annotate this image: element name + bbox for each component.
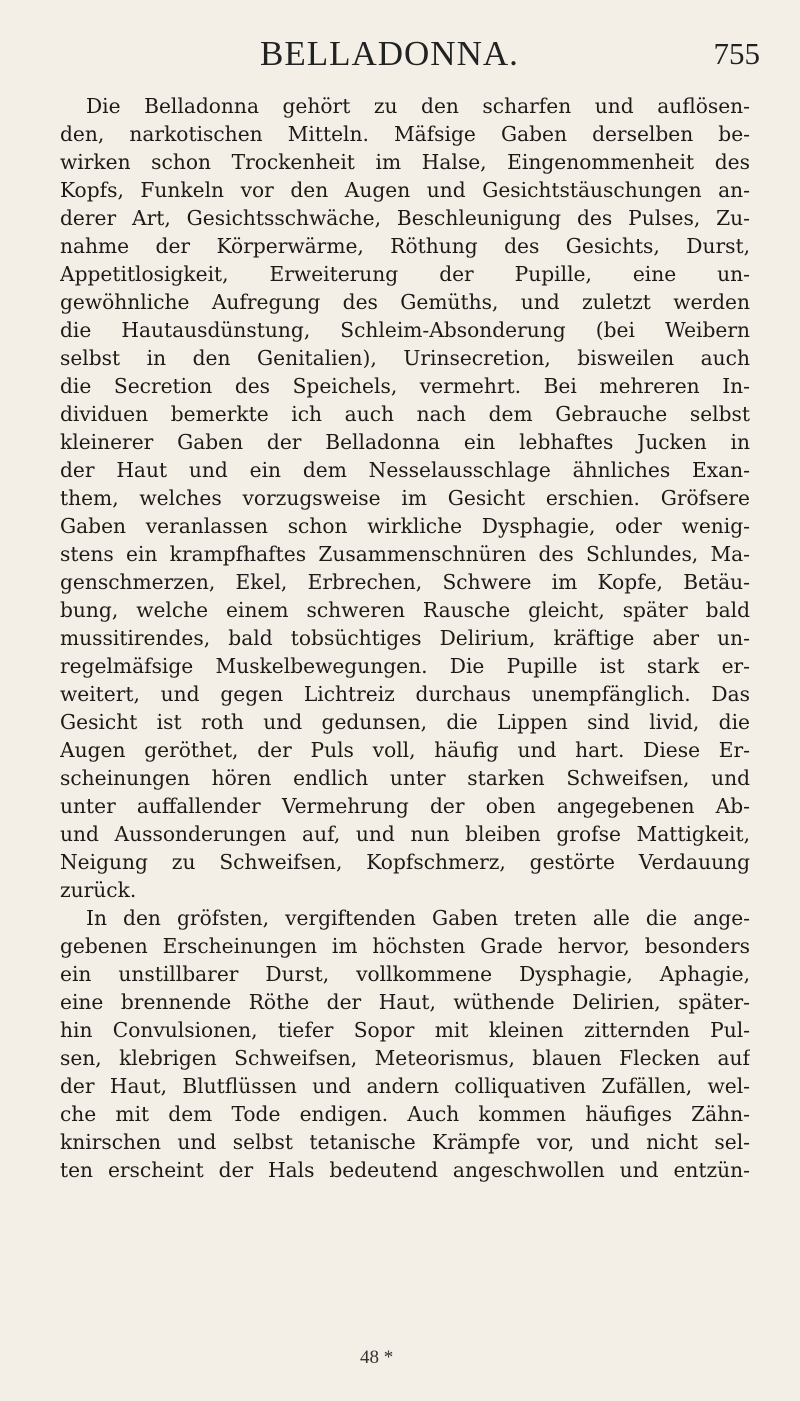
text-line: wirken schon Trockenheit im Halse, Eingenommenheit des (60, 150, 750, 174)
text-line: Augen geröthet, der Puls voll, häufig und hart. Diese Er- (60, 738, 750, 762)
text-line: den, narkotischen Mitteln. Mäfsige Gaben derselben be- (60, 122, 750, 146)
text-line: zurück. (60, 878, 137, 902)
text-line: der Haut, Blutflüssen und andern colliquativen Zufällen, wel- (60, 1074, 750, 1098)
text-line: In den gröfsten, vergiftenden Gaben treten alle die ange- (86, 906, 750, 930)
text-line: mussitirendes, bald tobsüchtiges Delirium, kräftige aber un- (60, 626, 750, 650)
text-line: eine brennende Röthe der Haut, wüthende Delirien, später- (60, 990, 750, 1014)
signature-mark: 48 * (360, 1347, 394, 1368)
text-line: gewöhnliche Aufregung des Gemüths, und zuletzt werden (60, 290, 750, 314)
text-line: kleinerer Gaben der Belladonna ein lebhaftes Jucken in (60, 430, 750, 454)
text-line: Neigung zu Schweifsen, Kopfschmerz, gestörte Verdauung (60, 850, 750, 874)
page-number: 755 (713, 36, 760, 71)
running-head: BELLADONNA. (260, 34, 519, 73)
text-line: bung, welche einem schweren Rausche gleicht, später bald (60, 598, 750, 622)
text-line: unter auffallender Vermehrung der oben angegebenen Ab- (60, 794, 750, 818)
text-line: sen, klebrigen Schweifsen, Meteorismus, blauen Flecken auf (60, 1046, 750, 1070)
text-line: die Secretion des Speichels, vermehrt. Bei mehreren In- (60, 374, 750, 398)
text-line: der Haut und ein dem Nesselausschlage ähnliches Exan- (60, 458, 750, 482)
text-line: selbst in den Genitalien), Urinsecretion, bisweilen auch (60, 346, 750, 370)
text-line: regelmäfsige Muskelbewegungen. Die Pupille ist stark er- (60, 654, 750, 678)
text-line: die Hautausdünstung, Schleim-Absonderung (bei Weibern (60, 318, 750, 342)
text-line: che mit dem Tode endigen. Auch kommen häufiges Zähn- (60, 1102, 750, 1126)
text-line: derer Art, Gesichtsschwäche, Beschleunigung des Pulses, Zu- (60, 206, 750, 230)
text-line: stens ein krampfhaftes Zusammenschnüren des Schlundes, Ma- (60, 542, 750, 566)
text-line: Appetitlosigkeit, Erweiterung der Pupille, eine un- (60, 262, 750, 286)
text-line: Die Belladonna gehört zu den scharfen und auflösen- (86, 94, 750, 118)
text-line: weitert, und gegen Lichtreiz durchaus unempfänglich. Das (60, 682, 750, 706)
text-line: gebenen Erscheinungen im höchsten Grade hervor, besonders (60, 934, 750, 958)
text-line: them, welches vorzugsweise im Gesicht erschien. Gröfsere (60, 486, 750, 510)
text-line: ten erscheint der Hals bedeutend angeschwollen und entzün- (60, 1158, 750, 1182)
text-line: Gesicht ist roth und gedunsen, die Lippen sind livid, die (60, 710, 750, 734)
text-line: scheinungen hören endlich unter starken Schweifsen, und (60, 766, 750, 790)
text-line: knirschen und selbst tetanische Krämpfe vor, und nicht sel- (60, 1130, 750, 1154)
text-line: dividuen bemerkte ich auch nach dem Gebrauche selbst (60, 402, 750, 426)
page-header (88, 34, 760, 74)
text-line: genschmerzen, Ekel, Erbrechen, Schwere im Kopfe, Betäu- (60, 570, 750, 594)
text-line: ein unstillbarer Durst, vollkommene Dysphagie, Aphagie, (60, 962, 750, 986)
text-line: hin Convulsionen, tiefer Sopor mit kleinen zitternden Pul- (60, 1018, 750, 1042)
text-line: Kopfs, Funkeln vor den Augen und Gesichtstäuschungen an- (60, 178, 750, 202)
text-line: nahme der Körperwärme, Röthung des Gesichts, Durst, (60, 234, 750, 258)
text-line: und Aussonderungen auf, und nun bleiben grofse Mattigkeit, (60, 822, 750, 846)
body-text (60, 92, 750, 1184)
text-line: Gaben veranlassen schon wirkliche Dysphagie, oder wenig- (60, 514, 750, 538)
